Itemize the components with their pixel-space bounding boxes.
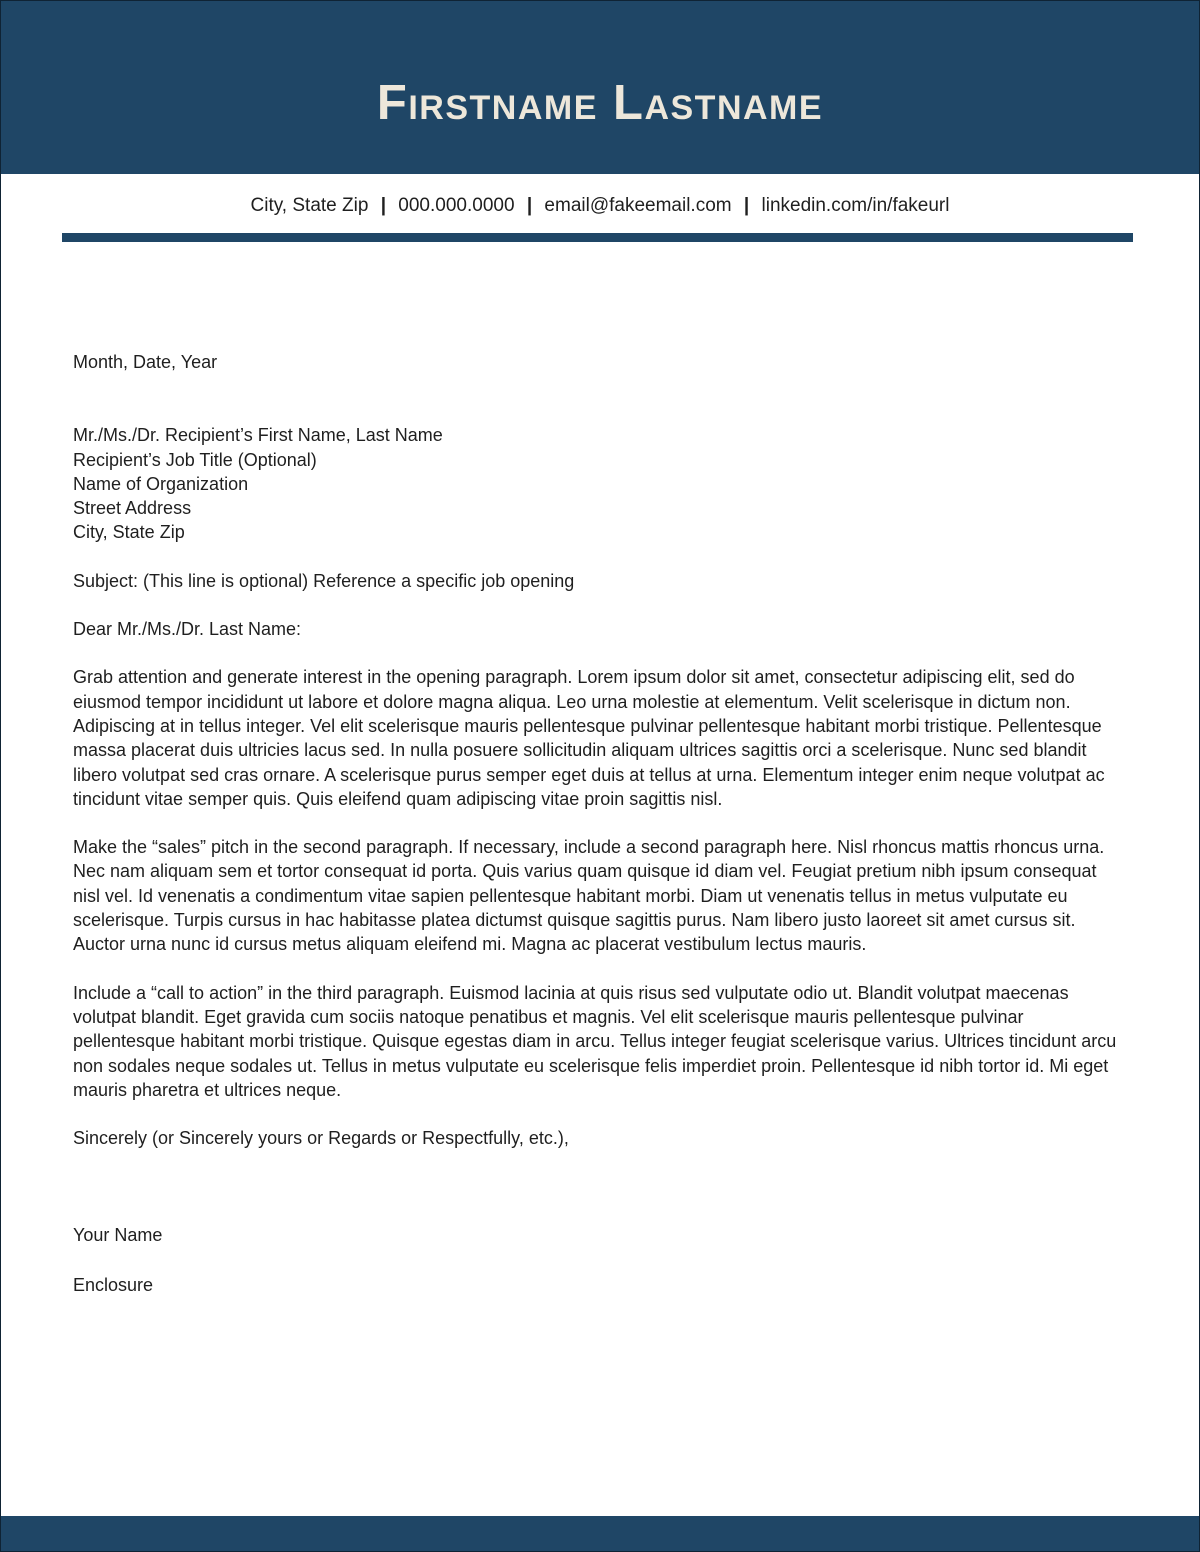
letter-body	[73, 350, 1127, 1297]
sales-pitch-paragraph: Make the “sales” pitch in the second paragraph. If necessary, include a second paragraph here. Nisl rhoncus mattis rhoncus urna. Nec nam aliquam sem et tortor consequat id porta. Quis varius quam quisque id diam vel. Feugiat pretium nibh ipsum consequat nisl vel. Id venenatis a condimentum vitae sapien pellentesque habitant morbi. Diam ut venenatis tellus in metus vulputate eu scelerisque. Turpis cursus in hac habitasse platea dictumst quisque sagittis purus. Nam libero justo laoreet sit amet cursus sit. Auctor urna nunc id cursus metus aliquam eleifend mi. Magna ac placerat vestibulum lectus mauris.	[73, 837, 1105, 955]
enclosure-line: Enclosure	[73, 1274, 154, 1295]
header-divider-rule	[62, 233, 1133, 242]
recipient-job-title-line: Recipient’s Job Title (Optional)	[73, 449, 317, 470]
signature-name: Your Name	[73, 1225, 163, 1246]
contact-email: email@fakeemail.com	[544, 195, 732, 216]
contact-line	[1, 174, 1199, 217]
recipient-address-block	[73, 423, 1127, 544]
subject-line: Subject: (This line is optional) Reference a specific job opening	[73, 570, 575, 591]
contact-location: City, State Zip	[250, 195, 369, 216]
contact-phone: 000.000.0000	[398, 195, 515, 216]
page-title: Firstname Lastname	[376, 75, 824, 130]
recipient-name-line: Mr./Ms./Dr. Recipient’s First Name, Last Name	[73, 425, 443, 446]
header-banner	[1, 1, 1199, 174]
recipient-city-line: City, State Zip	[73, 522, 185, 543]
recipient-organization-line: Name of Organization	[73, 473, 249, 494]
letter-date: Month, Date, Year	[73, 352, 218, 372]
contact-separator: |	[380, 195, 387, 216]
call-to-action-paragraph: Include a “call to action” in the third paragraph. Euismod lacinia at quis risus sed vulputate odio ut. Blandit volutpat maecenas volutpat blandit. Eget gravida cum sociis natoque penatibus et magnis. Vel elit scelerisque mauris pellentesque pulvinar pellentesque habitant morbi tristique. Quisque egestas diam in arcu. Tellus integer feugiat scelerisque varius. Ultrices tincidunt arcu non sodales neque sodales ut. Tellus in metus vulputate eu scelerisque felis imperdiet proin. Pellentesque id nibh tortor id. Mi eget mauris pharetra et ultrices neque.	[73, 982, 1117, 1100]
contact-separator: |	[743, 195, 750, 216]
closing-line: Sincerely (or Sincerely yours or Regards or Respectfully, etc.),	[73, 1128, 569, 1149]
contact-linkedin: linkedin.com/in/fakeurl	[761, 195, 950, 216]
salutation-line: Dear Mr./Ms./Dr. Last Name:	[73, 619, 302, 640]
recipient-street-line: Street Address	[73, 498, 192, 519]
opening-paragraph: Grab attention and generate interest in the opening paragraph. Lorem ipsum dolor sit amet, consectetur adipiscing elit, sed do eiusmod tempor incididunt ut labore et dolore magna aliqua. Leo urna molestie at elementum. Velit scelerisque in dictum non. Adipiscing at in tellus integer. Vel elit scelerisque mauris pellentesque pulvinar pellentesque habitant morbi tristique. Pellentesque massa placerat duis ultricies lacus sed. In nulla posuere sollicitudin aliquam ultrices sagittis orci a scelerisque. Nunc sed blandit libero volutpat sed cras ornare. A scelerisque purus semper eget duis at tellus at urna. Elementum integer enim neque volutpat ac tincidunt vitae semper quis. Quis eleifend quam adipiscing vitae proin sagittis nisl.	[73, 667, 1105, 809]
contact-separator: |	[526, 195, 533, 216]
footer-banner	[1, 1516, 1199, 1551]
